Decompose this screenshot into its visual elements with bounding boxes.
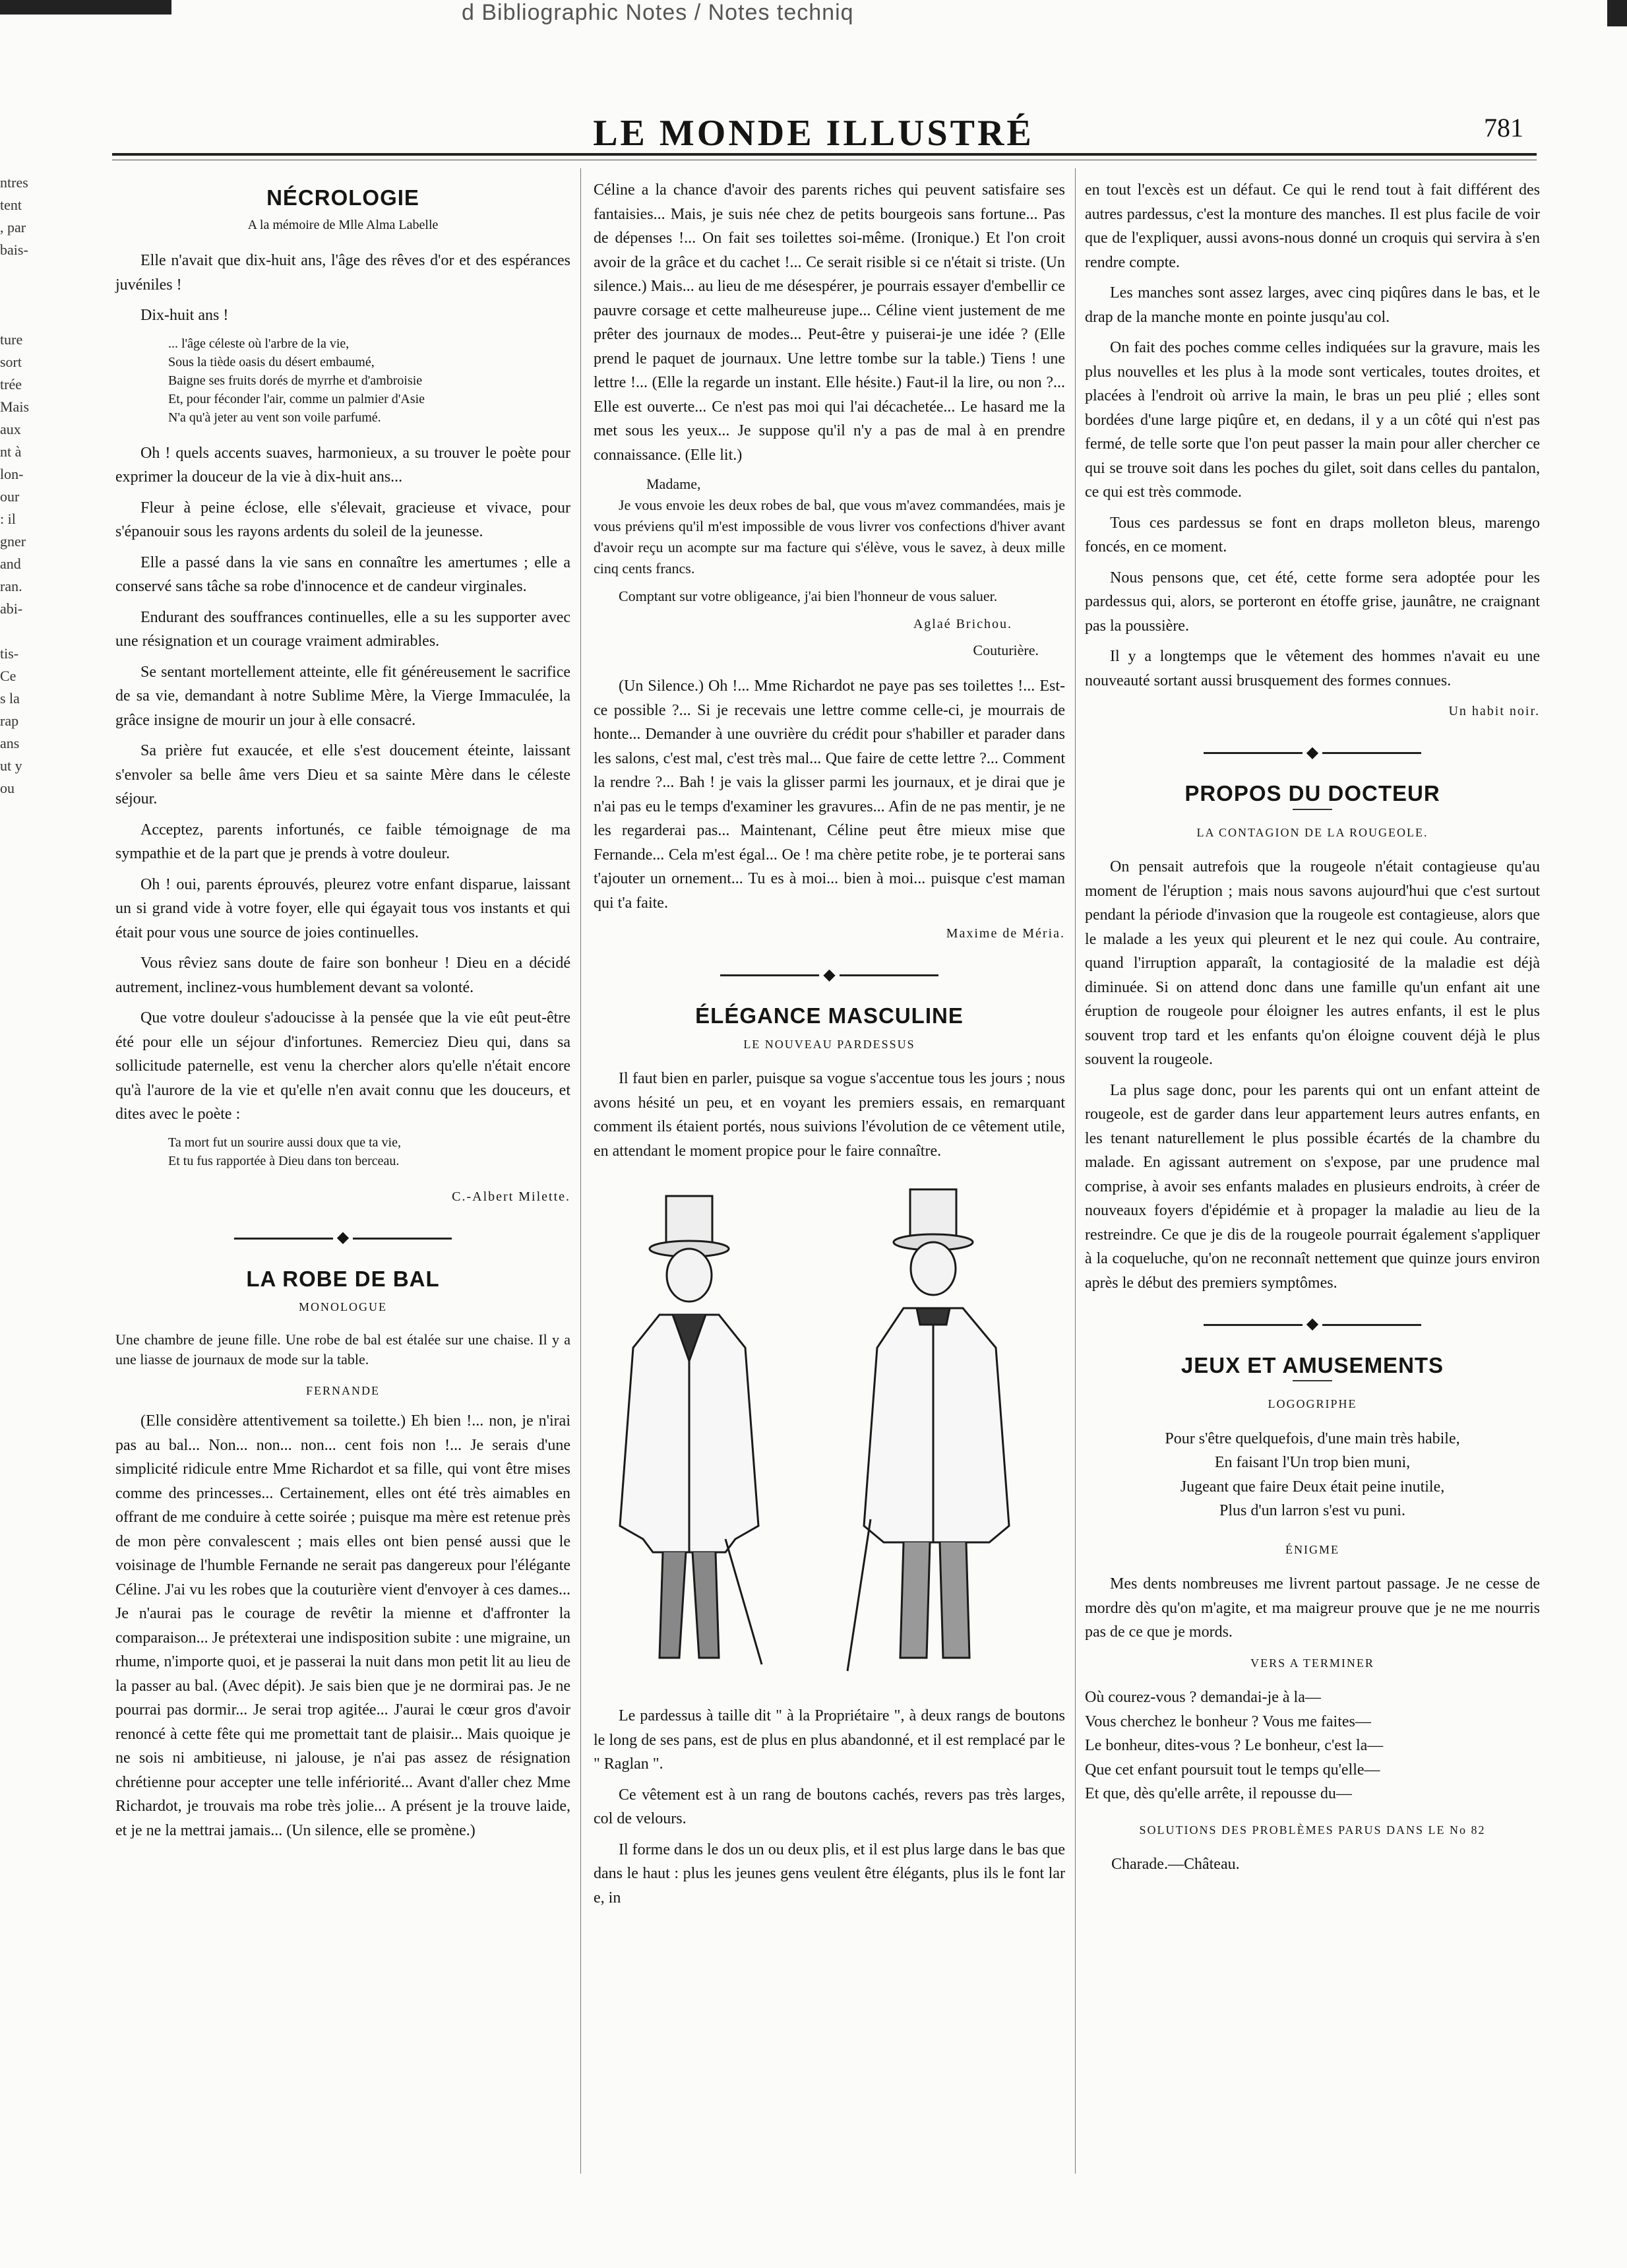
masthead: LE MONDE ILLUSTRÉ	[593, 113, 1034, 154]
paragraph: Nous pensons que, cet été, cette forme sera adoptée pour les pardessus qui, alors, se porteront en étoffe grise, jaunâtre, ne craignant pas la poussière.	[1085, 569, 1540, 635]
column-2	[594, 178, 1065, 1916]
letter-close: Comptant sur votre obligeance, j'ai bien l'honneur de vous saluer.	[619, 588, 998, 604]
robe-signature: Maxime de Méria.	[946, 926, 1065, 941]
bleed-fragment: s la	[0, 690, 20, 707]
bleed-fragment: aux	[0, 421, 21, 437]
letter	[594, 474, 1065, 661]
scan-edge-mark	[0, 0, 171, 15]
verse-line: Le bonheur, dites-vous ? Le bonheur, c'est la—	[1085, 1737, 1384, 1754]
necrologie-title: NÉCROLOGIE	[266, 185, 419, 210]
enigme-text: Mes dents nombreuses me livrent partout passage. Je ne cesse de mordre dès qu'on m'agite, et ma maigreur prouve que je ne me nourris pas de ce que je mords.	[1085, 1575, 1540, 1641]
stage-direction: Une chambre de jeune fille. Une robe de bal est étalée sur une chaise. Il y a une liasse de journaux de mode sur la table.	[115, 1331, 570, 1368]
elegance-subtitle: LE NOUVEAU PARDESSUS	[743, 1037, 915, 1051]
bleed-fragment: lon-	[0, 466, 24, 482]
paragraph: en tout l'excès est un défaut. Ce qui le rend tout à fait différent des autres pardessus, c'est la monture des manches. Il est plus facile de voir que de l'expliquer, aussi avons-nous donné un croquis qui servira à s'en rendre compte.	[1085, 181, 1540, 271]
verse-line: Baigne ses fruits dorés de myrrhe et d'ambroisie	[168, 373, 423, 388]
bleed-fragment: abi-	[0, 600, 23, 617]
section-ornament: ◆	[115, 1226, 570, 1250]
bleed-fragment	[0, 261, 24, 284]
paragraph: Oh ! quels accents suaves, harmonieux, a su trouver le poète pour exprimer la douceur de la vie à dix-huit ans...	[115, 444, 570, 486]
verse-line: Et, pour féconder l'air, comme un palmier d'Asie	[168, 391, 425, 406]
paragraph: Elle a passé dans la vie sans en connaître les amertumes ; elle a conservé sans tâche sa robe d'innocence et de candeur virginales.	[115, 553, 570, 595]
necrologie-intro: Elle n'avait que dix-huit ans, l'âge des rêves d'or et des espérances juvéniles !	[115, 252, 570, 294]
verse-line: ... l'âge céleste où l'arbre de la vie,	[168, 336, 350, 351]
paragraph: Il y a longtemps que le vêtement des hommes n'avait eu une nouveauté sortant aussi brusquement des formes connues.	[1085, 648, 1540, 689]
paragraph: Il forme dans le dos un ou deux plis, et il est plus large dans le bas que dans le haut : plus les jeunes gens veulent être élégants, plus ils le font lar e, in	[594, 1841, 1065, 1906]
bleed-fragment: and	[0, 555, 21, 572]
closing-verse	[168, 1133, 570, 1170]
paragraph: Oh ! oui, parents éprouvés, pleurez votre enfant disparue, laissant un si grand vide à votre foyer, elle qui égayait tous vos instants et qui était pour vous une source de joies continuelles.	[115, 875, 570, 941]
scan-strip-text: d Bibliographic Notes / Notes techniq	[462, 0, 854, 25]
monologue-text: Céline a la chance d'avoir des parents riches qui peuvent satisfaire ses fantaisies... Mais, je suis née chez de petits bourgeois sans fortune... Pas de dépenses !... On fait ses toilettes soi-même. (Ironique.) Et l'on croit avoir de la grâce et du cachet !... Ce serait risible si ce n'était si triste. (Un silence.) Mais... au lieu de me désespérer, je pourrais essayer d'embellir ce pauvre corsage et cette malheureuse jupe... Céline vient justement de me prêter des journaux de modes... Peut-être y puiserai-je une idée ? (Elle prend le paquet de journaux. Une lettre tombe sur la table.) Tiens ! une lettre !... (Elle la regarde un instant. Elle hésite.) Faut-il la lire, ou non ?... Elle est ouverte... Ce n'est pas moi qui l'ai décachetée... Le hasard me la met sous les yeux... Je suppose qu'il n'y a pas de mal à en prendre connaissance. (Elle lit.)	[594, 181, 1065, 464]
scan-edge-mark-right	[1607, 0, 1627, 26]
paragraph: On pensait autrefois que la rougeole n'était contagieuse qu'au moment de l'éruption ; mais nous savons aujourd'hui que c'est surtout pendant la période d'invasion que la rougeole est contagieuse, alors que le malade a les yeux qui pleurent et le nez qui coule. Au contraire, quand l'irruption apparaît, la contagiosité de la maladie est déjà diminuée. Si on attend donc dans une famille qu'un enfant ait une éruption de rougeole pour éloigner les autres enfants, il est le plus souvent trop tard et les enfants qu'on éloigne couvent déjà le plus souvent la rougeole.	[1085, 858, 1540, 1068]
vers-label: VERS A TERMINER	[1250, 1656, 1374, 1670]
speaker-name: FERNANDE	[305, 1383, 380, 1397]
bleed-fragment: tent	[0, 197, 22, 213]
paragraph: Que votre douleur s'adoucisse à la pensée que la vie eût peut-être été pour elle un séjour d'infortunes. Remerciez Dieu qui, dans sa sollicitude paternelle, est venu la chercher alors qu'elle n'était encore qu'à l'aurore de la vie et qu'elle n'en avait connu que les douceurs, et dites avec le poète :	[115, 1009, 570, 1123]
bleed-fragment: ture	[0, 331, 23, 348]
robe-subtitle: MONOLOGUE	[299, 1300, 387, 1313]
section-ornament: ◆	[1085, 741, 1540, 765]
bleed-fragment: sort	[0, 354, 22, 370]
bleed-fragment	[0, 620, 24, 643]
verse-line: Et que, dès qu'elle arrête, il repousse du—	[1085, 1785, 1352, 1802]
paragraph: Se sentant mortellement atteinte, elle fit généreusement le sacrifice de sa vie, demandant à notre Sublime Mère, la Vierge Immaculée, la grâce insigne de mourir un jour à elle consacré.	[115, 663, 570, 729]
paragraph: Acceptez, parents infortunés, ce faible témoignage de ma sympathie et de la part que je prends à votre douleur.	[115, 821, 570, 862]
bleed-fragment: gner	[0, 533, 26, 550]
letter-salutation: Madame,	[646, 476, 701, 492]
verse-line: Ta mort fut un sourire aussi doux que ta vie,	[168, 1135, 401, 1150]
bleed-fragment: ut y	[0, 757, 22, 774]
verse-line: Plus d'un larron s'est vu puni.	[1219, 1502, 1405, 1519]
necrologie-signature: C.-Albert Milette.	[452, 1189, 570, 1204]
necrologie-verse	[168, 334, 570, 427]
bleed-fragment: ntres	[0, 174, 28, 191]
paragraph: On fait des poches comme celles indiquées sur la gravure, mais les plus nouvelles et les plus à la mode sont verticales, toutes droites, et placées à l'endroit où arrive la main, le bras un peu plié ; elles sont bordées d'une large piqûre et, en dedans, il y a un côté qui n'est pas fermé, de telle sorte que l'on peut passer la main pour aller chercher ce qui se trouve soit dans les poches du gilet, soit dans celles du pantalon, ce qui est très commode.	[1085, 339, 1540, 501]
paragraph: Ce vêtement est à un rang de boutons cachés, revers pas très larges, col de velours.	[594, 1786, 1065, 1827]
verse-line: Où courez-vous ? demandai-je à la—	[1085, 1689, 1321, 1706]
paragraph: Fleur à peine éclose, elle s'élevait, gracieuse et vivace, pour s'épanouir sous les rayons ardents du soleil de la jeunesse.	[115, 499, 570, 540]
jeux-title: JEUX ET AMUSEMENTS	[1181, 1352, 1444, 1377]
section-ornament: ◆	[594, 963, 1065, 988]
enigme-label: ÉNIGME	[1285, 1542, 1339, 1556]
docteur-subtitle: LA CONTAGION DE LA ROUGEOLE.	[1196, 825, 1428, 839]
logogriphe-label: LOGOGRIPHE	[1268, 1397, 1357, 1410]
monologue-text: (Un Silence.) Oh !... Mme Richardot ne paye pas ses toilettes !... Est-ce possible ?... Si je recevais une lettre comme celle-ci, je mourrais de honte... Demander à une ouvrière du crédit pour s'habiller et parader dans les salons, c'est mal, c'est très mal... Que faire de cette lettre ?... Comment la rendre ?... Bah ! je vais la glisser parmi les journaux, et je dirai que je n'ai pas eu le temps d'examiner les gravures... Afin de ne pas mentir, je ne les regarderai pas... Maintenant, Céline peut être mieux mise que Fernande... Cela m'est égal... Oe ! ma chère petite robe, je te porterai sans t'ajouter un ornement... Tu es à moi... bien à moi... puisque c'est maman qui t'a faite.	[594, 677, 1065, 912]
column-3	[1085, 178, 1540, 1877]
paragraph: Sa prière fut exaucée, et elle s'est doucement éteinte, laissant s'envoler sa belle âme vers Dieu et sa sainte Mère dans le céleste séjour.	[115, 742, 570, 807]
paragraph: La plus sage donc, pour les parents qui ont un enfant atteint de rougeole, est de garder dans leur appartement leurs autres enfants, en les tenant naturellement le plus possible écartés de la chambre du malade. En agissant autrement on s'expose, par une prudence mal comprise, à avoir ses enfants malades en plusieurs endroits, à créer de nouveaux foyers d'épidémie et à propager la maladie au lieu de la restreindre. Ce que je dis de la rougeole pourrait également s'appliquer à la coqueluche, qu'on ne reconnaît nettement que quinze jours environ après le début des premiers symptômes.	[1085, 1081, 1540, 1292]
bleed-fragment: our	[0, 488, 20, 505]
docteur-title: PROPOS DU DOCTEUR	[1184, 781, 1440, 805]
elegance-title: ÉLÉGANCE MASCULINE	[695, 1003, 964, 1028]
bleed-fragment: tis-	[0, 645, 19, 662]
robe-title: LA ROBE DE BAL	[246, 1266, 440, 1291]
necrologie-dedication: A la mémoire de Mlle Alma Labelle	[247, 217, 439, 232]
verse-line: En faisant l'Un trop bien muni,	[1214, 1454, 1411, 1471]
charade-solution: Charade.—Château.	[1111, 1856, 1240, 1873]
letter-body: Je vous envoie les deux robes de bal, que vous m'avez commandées, mais je vous préviens qu'il m'est impossible de vous livrer vos confections d'hiver avant d'avoir reçu un acompte sur ma facture qui s'élève, vous le savez, à deux mille cinq cents francs.	[594, 497, 1065, 577]
logogriphe	[1085, 1427, 1540, 1523]
page-number: 781	[1484, 113, 1523, 142]
monologue-text: (Elle considère attentivement sa toilette.) Eh bien !... non, je n'irai pas au bal... Non... non... non... cent fois non !... Je serais d'une simplicité ridicule entre Mme Richardot et sa fille, qui vont être mises comme des princesses... Certainement, elles ont été très aimables en offrant de me conduire à cette soirée ; puisque ma mère est retenue près de mon père convalescent ; mais elles ont bien pensé aussi que le voisinage de l'humble Fernande ne serait pas dangereux pour l'élégante Céline. J'ai vu les robes que la couturière vient d'envoyer à ces dames... Je n'aurai pas le courage de revêtir la mienne et d'affronter la comparaison... Je prétexterai une indisposition subite : une migraine, un rhume, n'importe quoi, et je passerai la nuit dans mon petit lit au lieu de la passer au bal. (Avec dépit). Je sais bien que je ne dormirai pas. Je ne pourrai pas dormir... Je serai trop agitée... J'aurai le cœur gros d'avoir renoncé à cette fête qui me promettait tant de plaisir... Mais quoique je ne sois ni ambitieuse, ni jalouse, je n'ai pas assez de résignation chrétienne pour accepter une telle infériorité... Avant d'aller chez Mme Richardot, je trouvais ma robe très jolie... A présent je la trouve laide, et je ne la mettrai jamais... (Un silence, elle se promène.)	[115, 1412, 570, 1839]
column-divider	[580, 168, 581, 2174]
paragraph: Vous rêviez sans doute de faire son bonheur ! Dieu en a décidé autrement, inclinez-vous humblement devant sa volonté.	[115, 955, 570, 996]
bleed-fragment	[0, 284, 24, 306]
paragraph: Tous ces pardessus se font en draps molleton bleus, marengo foncés, en ce moment.	[1085, 514, 1540, 555]
bleed-fragment: bais-	[0, 241, 28, 258]
verse-line: Que cet enfant poursuit tout le temps qu'elle—	[1085, 1761, 1380, 1779]
vers-a-terminer	[1085, 1685, 1540, 1806]
letter-role: Couturière.	[973, 642, 1039, 658]
bleed-fragment	[0, 306, 24, 329]
bleed-fragment: ou	[0, 780, 15, 796]
verse-line: Vous cherchez le bonheur ? Vous me faites—	[1085, 1713, 1371, 1730]
verse-line: Et tu fus rapportée à Dieu dans ton berceau.	[168, 1153, 400, 1168]
bleed-fragment: ran.	[0, 578, 22, 594]
necrologie-intro: Dix-huit ans !	[140, 307, 229, 324]
masthead-rule	[112, 153, 1537, 156]
paragraph: Les manches sont assez larges, avec cinq piqûres dans le bas, et le drap de la manche monte en pointe jusqu'au col.	[1085, 284, 1540, 326]
bleed-fragment: nt à	[0, 443, 22, 460]
verse-line: Pour s'être quelquefois, d'une main très habile,	[1165, 1430, 1460, 1447]
elegance-intro: Il faut bien en parler, puisque sa vogue s'accentue tous les jours ; nous avons hésité un peu, et en voyant les premiers essais, en remarquant comment ils étaient portés, nous suivions l'évolution de ce vêtement utile, en attendant le moment propice pour le faire connaître.	[594, 1070, 1065, 1160]
bleed-fragment: : il	[0, 511, 16, 527]
letter-signature: Aglaé Brichou.	[913, 617, 1012, 631]
bleed-margin	[0, 172, 29, 800]
column-1	[115, 178, 570, 1849]
verse-line: Jugeant que faire Deux était peine inutile,	[1180, 1478, 1445, 1496]
elegance-signature: Un habit noir.	[1448, 704, 1540, 718]
verse-line: Sous la tiède oasis du désert embaumé,	[168, 354, 375, 369]
bleed-fragment: , par	[0, 219, 26, 236]
overcoat-illustration	[594, 1183, 1065, 1684]
bleed-fragment: rap	[0, 712, 19, 729]
figure-back	[847, 1189, 1009, 1671]
paragraph: Endurant des souffrances continuelles, elle a su les supporter avec une résignation et un courage vraiment admirables.	[115, 608, 570, 650]
bleed-fragment: trée	[0, 376, 22, 393]
title-rule	[1293, 809, 1332, 810]
bleed-fragment: Mais	[0, 398, 29, 415]
solutions-label: SOLUTIONS DES PROBLÈMES PARUS DANS LE No 82	[1139, 1823, 1486, 1837]
paragraph: Le pardessus à taille dit " à la Propriétaire ", à deux rangs de boutons le long de ses pans, est de plus en plus abandonné, et il est remplacé par le " Raglan ".	[594, 1707, 1065, 1773]
bleed-fragment: Ce	[0, 668, 16, 684]
column-divider	[1075, 168, 1076, 2174]
section-ornament: ◆	[1085, 1312, 1540, 1337]
bleed-fragment: ans	[0, 735, 20, 751]
title-rule	[1293, 1380, 1332, 1381]
verse-line: N'a qu'à jeter au vent son voile parfumé.	[168, 410, 381, 425]
figure-front	[620, 1196, 762, 1664]
